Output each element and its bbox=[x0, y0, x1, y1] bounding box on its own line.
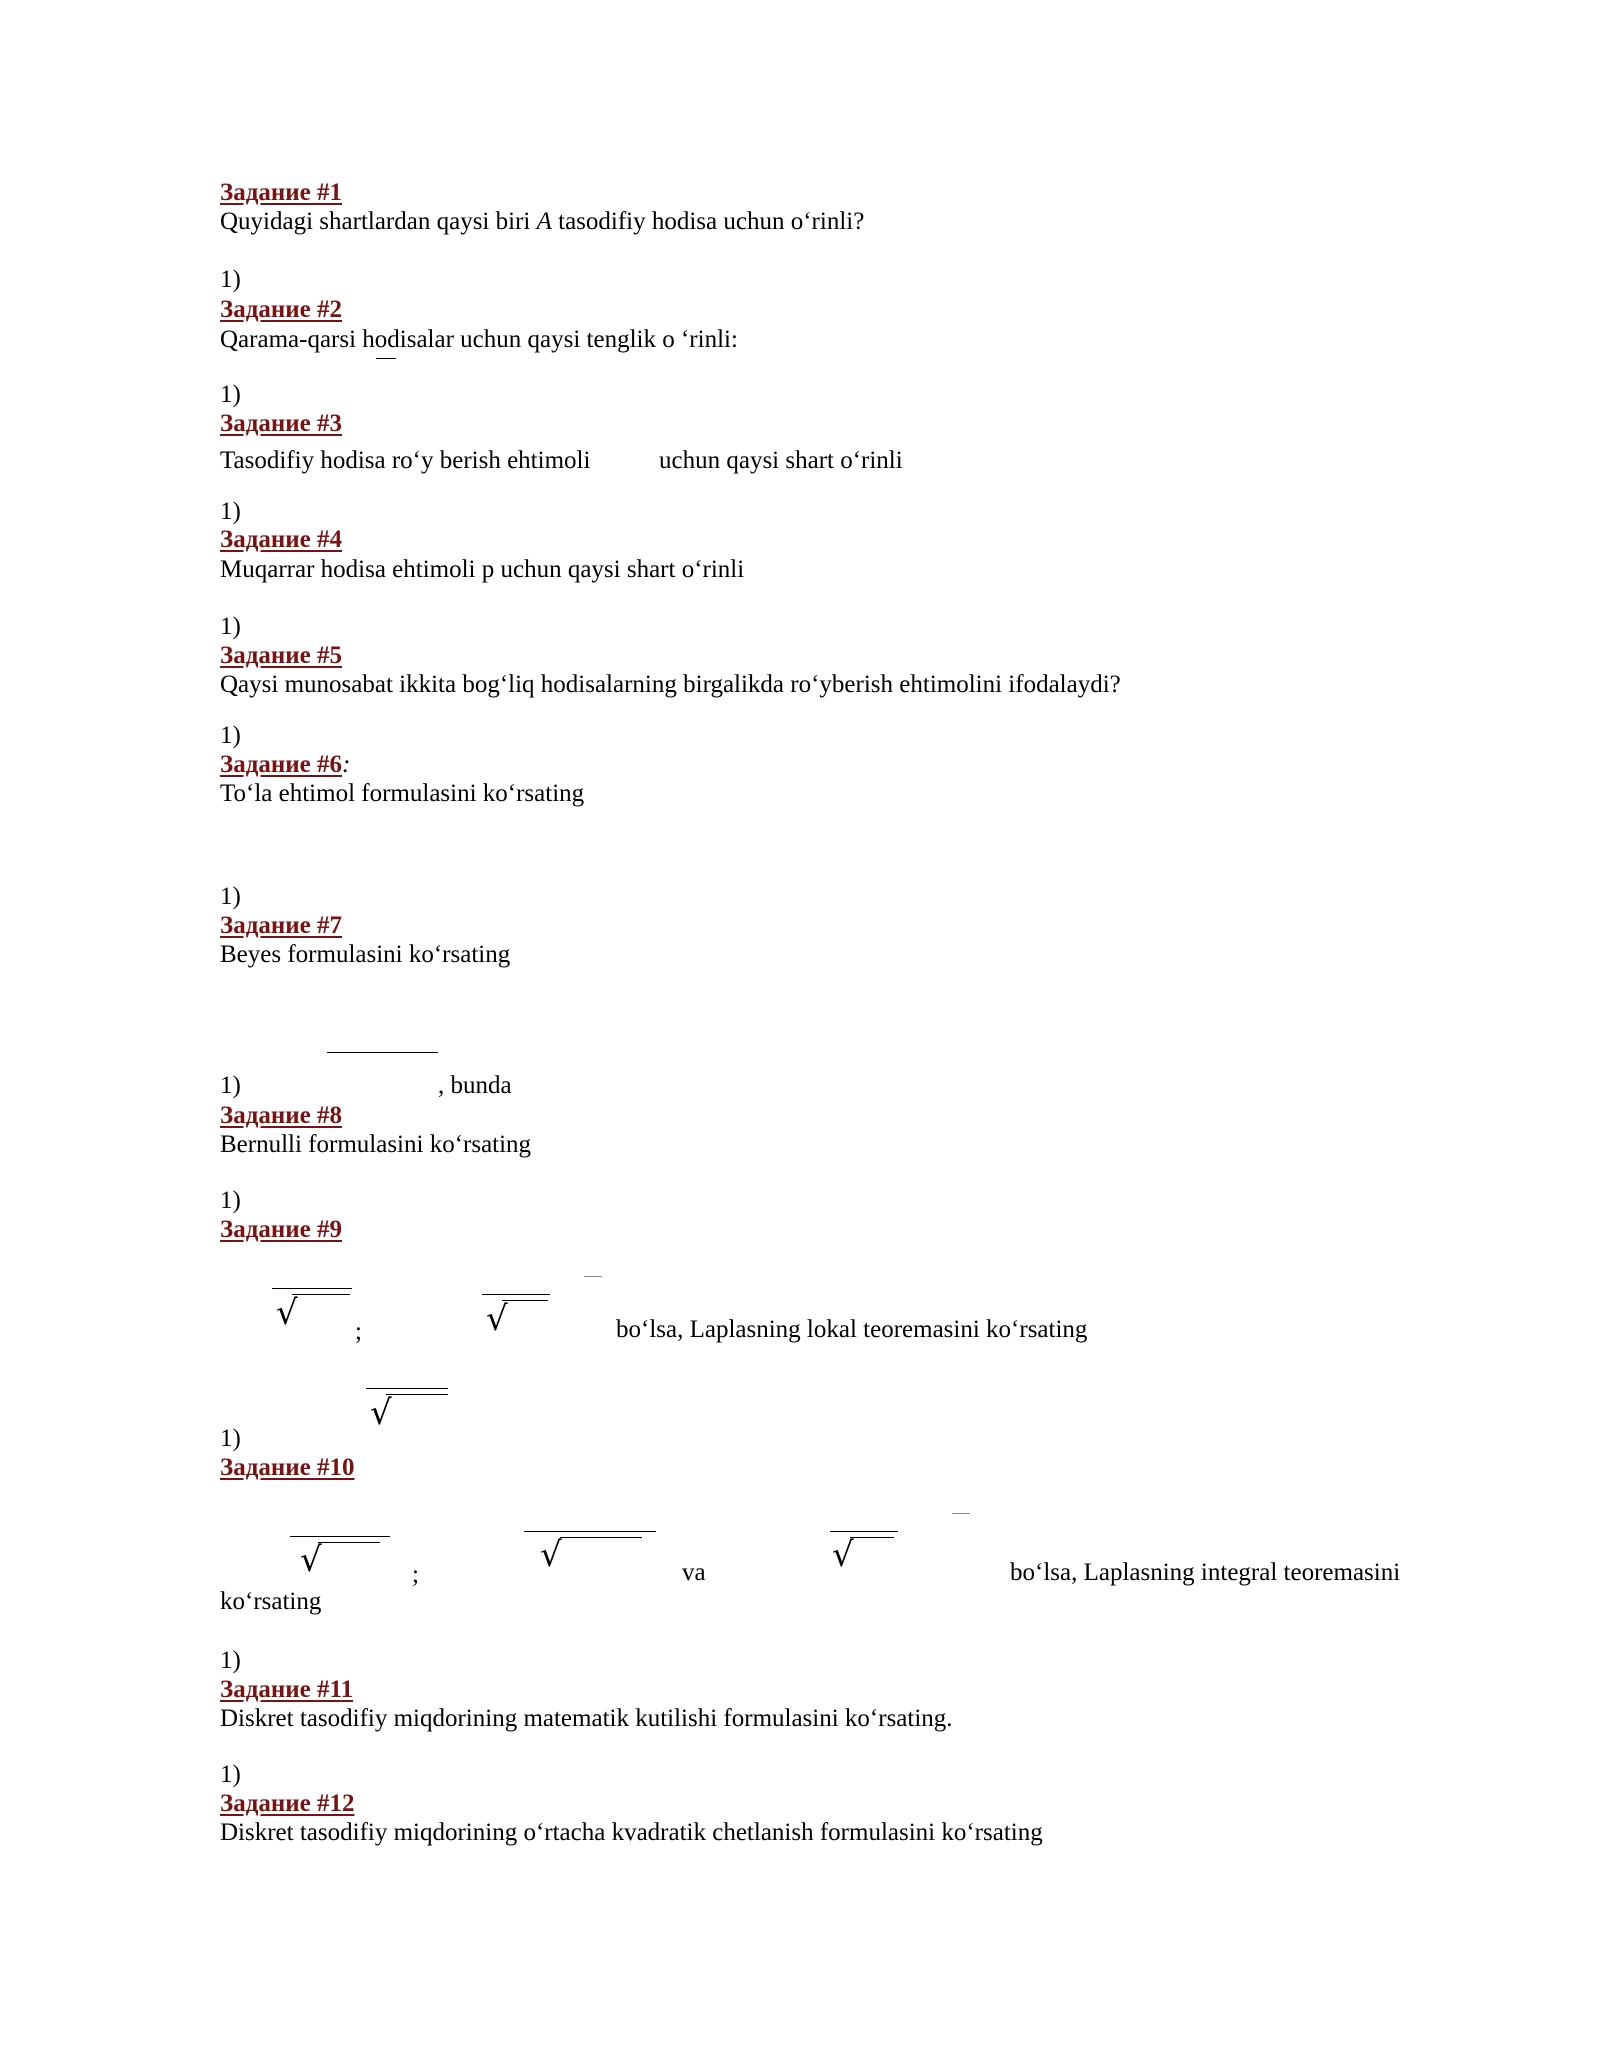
fraction-bar bbox=[366, 1388, 448, 1389]
task-7-question: Beyes formulasini ko‘rsating bbox=[220, 941, 511, 968]
task-6-answer: 1) bbox=[220, 883, 241, 910]
task-10-conjunction: va bbox=[682, 1559, 706, 1586]
task-1-variable: A bbox=[536, 208, 552, 235]
overline-mark bbox=[376, 358, 396, 359]
task-2-answer: 1) bbox=[220, 381, 241, 408]
overline-mark bbox=[952, 1513, 970, 1514]
task-10-answer: 1) bbox=[220, 1647, 241, 1674]
task-11-question: Diskret tasodifiy miqdorining matematik kutilishi formulasini ko‘rsating. bbox=[220, 1705, 953, 1732]
square-root-icon: √ bbox=[276, 1293, 298, 1333]
task-3-question-start: Tasodifiy hodisa ro‘y berish ehtimoli bbox=[220, 447, 591, 474]
overline-mark bbox=[584, 1276, 602, 1277]
task-8-heading: Задание #8 bbox=[220, 1102, 342, 1129]
task-1-question-text: Quyidagi shartlardan qaysi biri bbox=[220, 208, 537, 235]
task-5-answer: 1) bbox=[220, 722, 241, 749]
task-1-answer: 1) bbox=[220, 266, 241, 293]
fraction-bar bbox=[830, 1531, 898, 1532]
task-3-answer: 1) bbox=[220, 498, 241, 525]
square-root-icon: √ bbox=[540, 1535, 562, 1575]
radical-bar bbox=[850, 1537, 894, 1538]
task-9-question: bo‘lsa, Laplasning lokal teoremasini ko‘rsating bbox=[616, 1316, 1088, 1343]
task-9-heading: Задание #9 bbox=[220, 1216, 342, 1243]
task-1-question-text-end: tasodifiy hodisa uchun o‘rinli? bbox=[551, 208, 865, 235]
task-3-heading: Задание #3 bbox=[220, 410, 342, 437]
square-root-icon: √ bbox=[300, 1540, 322, 1580]
task-6-heading-line bbox=[220, 750, 350, 780]
task-4-question: Muqarrar hodisa ehtimoli p uchun qaysi shart o‘rinli bbox=[220, 556, 745, 583]
task-10-question-start: bo‘lsa, Laplasning integral teoremasini bbox=[1010, 1559, 1401, 1586]
square-root-icon: √ bbox=[832, 1535, 854, 1575]
task-6-heading-suffix: : bbox=[342, 751, 351, 778]
radical-bar bbox=[292, 1294, 350, 1295]
task-2-question: Qarama-qarsi hodisalar uchun qaysi tenglik o ‘rinli: bbox=[220, 326, 738, 353]
radical-bar bbox=[386, 1394, 448, 1395]
task-5-heading: Задание #5 bbox=[220, 642, 342, 669]
task-11-answer: 1) bbox=[220, 1761, 241, 1788]
radical-bar bbox=[318, 1542, 380, 1543]
task-1-heading: Задание #1 bbox=[220, 179, 342, 206]
task-12-heading: Задание #12 bbox=[220, 1790, 355, 1817]
task-6-question: To‘la ehtimol formulasini ko‘rsating bbox=[220, 780, 585, 807]
task-8-question: Bernulli formulasini ko‘rsating bbox=[220, 1131, 532, 1158]
task-10-question-end: ko‘rsating bbox=[220, 1588, 322, 1615]
task-10-separator: ; bbox=[412, 1561, 419, 1588]
square-root-icon: √ bbox=[370, 1393, 392, 1433]
task-3-question-end: uchun qaysi shart o‘rinli bbox=[659, 447, 903, 474]
square-root-icon: √ bbox=[486, 1299, 508, 1339]
task-10-heading: Задание #10 bbox=[220, 1454, 355, 1481]
fraction-bar bbox=[290, 1536, 390, 1537]
task-9-answer: 1) bbox=[220, 1425, 241, 1452]
task-12-question: Diskret tasodifiy miqdorining o‘rtacha kvadratik chetlanish formulasini ko‘rsating bbox=[220, 1819, 1043, 1846]
task-11-heading: Задание #11 bbox=[220, 1676, 354, 1703]
fraction-bar bbox=[482, 1294, 550, 1295]
fraction-bar bbox=[272, 1288, 352, 1289]
task-9-separator: ; bbox=[355, 1318, 362, 1345]
task-7-heading: Задание #7 bbox=[220, 912, 342, 939]
task-6-heading: Задание #6 bbox=[220, 751, 342, 778]
task-4-heading: Задание #4 bbox=[220, 526, 342, 553]
fraction-bar bbox=[524, 1531, 656, 1532]
fraction-bar bbox=[327, 1052, 438, 1053]
radical-bar bbox=[502, 1300, 548, 1301]
task-5-question: Qaysi munosabat ikkita bog‘liq hodisalarning birgalikda ro‘yberish ehtimolini ifodalaydi? bbox=[220, 671, 1121, 698]
task-2-heading: Задание #2 bbox=[220, 296, 342, 323]
task-8-answer: 1) bbox=[220, 1187, 241, 1214]
task-7-answer-suffix: , bunda bbox=[438, 1072, 512, 1099]
task-1-question bbox=[220, 207, 864, 237]
radical-bar bbox=[560, 1537, 642, 1538]
task-4-answer: 1) bbox=[220, 613, 241, 640]
task-7-answer: 1) bbox=[220, 1072, 241, 1099]
